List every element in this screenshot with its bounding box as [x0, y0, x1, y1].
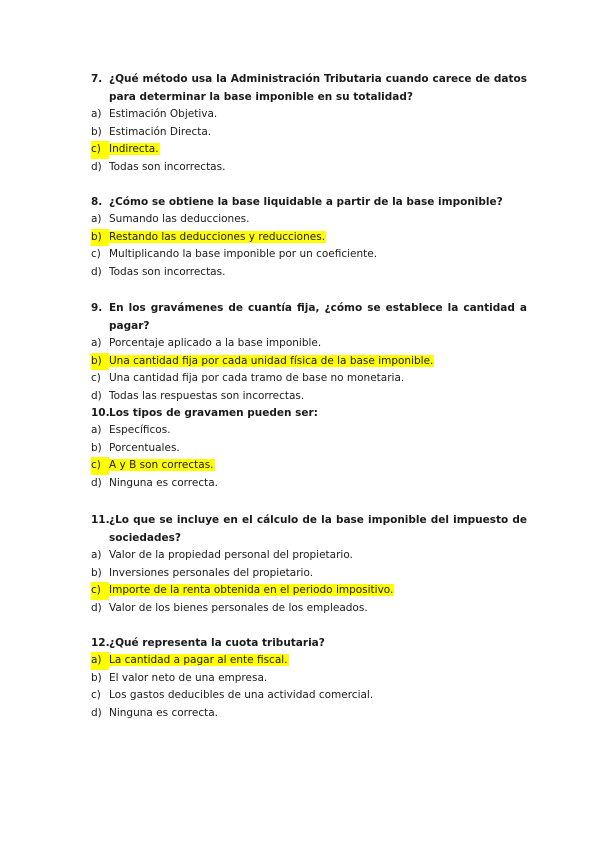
- option-text: El valor neto de una empresa.: [109, 671, 268, 684]
- question-11: [91, 511, 527, 617]
- option-text: Específicos.: [109, 424, 171, 436]
- option-a: [91, 422, 527, 440]
- question-heading: [91, 404, 527, 422]
- option-text: Todas las respuestas son incorrectas.: [109, 389, 305, 402]
- option-letter: c): [91, 372, 101, 385]
- option-b: [91, 565, 527, 583]
- option-letter: b): [91, 125, 102, 138]
- question-text: ¿Qué representa la cuota tributaria?: [109, 637, 325, 649]
- option-c-highlighted: [91, 582, 527, 600]
- option-text: Ninguna es correcta.: [109, 706, 218, 719]
- question-number: 7.: [91, 73, 103, 85]
- option-letter: a): [91, 652, 109, 670]
- option-letter: d): [91, 601, 102, 614]
- option-b: [91, 440, 527, 458]
- option-c: [91, 246, 527, 264]
- option-text: Sumando las deducciones.: [109, 213, 250, 225]
- option-c: [91, 370, 527, 388]
- option-text: Ninguna es correcta.: [109, 476, 218, 489]
- option-letter: c): [91, 141, 109, 159]
- option-text: Inversiones personales del propietario.: [109, 566, 314, 579]
- option-text: Los gastos deducibles de una actividad comercial.: [109, 689, 374, 702]
- option-text: Multiplicando la base imponible por un coeficiente.: [109, 248, 378, 261]
- question-9: [91, 299, 527, 405]
- option-a: [91, 106, 527, 124]
- question-text: ¿Cómo se obtiene la base liquidable a partir de la base imponible?: [109, 196, 503, 208]
- option-letter: c): [91, 582, 109, 600]
- option-letter: b): [91, 566, 102, 579]
- option-d: [91, 705, 527, 723]
- option-text: Una cantidad fija por cada tramo de base no monetaria.: [109, 372, 405, 385]
- option-text: Indirecta.: [109, 143, 159, 156]
- option-letter: c): [91, 689, 101, 702]
- option-letter: d): [91, 265, 102, 278]
- question-number: 8.: [91, 196, 103, 208]
- option-d: [91, 264, 527, 282]
- question-8: [91, 193, 527, 281]
- question-10: [91, 404, 527, 492]
- question-text: ¿Lo que se incluye en el cálculo de la base imponible del impuesto de sociedades?: [109, 514, 527, 544]
- option-letter: b): [91, 229, 109, 247]
- option-letter: d): [91, 160, 102, 173]
- question-12: [91, 634, 527, 722]
- option-letter: a): [91, 213, 102, 225]
- option-d: [91, 159, 527, 177]
- question-7: [91, 70, 527, 176]
- option-text: Restando las deducciones y reducciones.: [109, 230, 326, 243]
- option-a: [91, 547, 527, 565]
- option-letter: a): [91, 337, 102, 349]
- option-text: Valor de los bienes personales de los empleados.: [109, 601, 368, 614]
- question-number: 11.: [91, 514, 110, 526]
- option-letter: a): [91, 108, 102, 120]
- question-number: 10.: [91, 407, 110, 419]
- question-text: Los tipos de gravamen pueden ser:: [109, 407, 318, 419]
- option-b: [91, 124, 527, 142]
- question-number: 9.: [91, 302, 103, 314]
- option-text: Porcentuales.: [109, 441, 180, 454]
- option-a-highlighted: [91, 652, 527, 670]
- option-text: Estimación Directa.: [109, 125, 212, 138]
- option-letter: b): [91, 353, 109, 371]
- question-heading: [91, 511, 527, 547]
- option-a: [91, 335, 527, 353]
- option-letter: b): [91, 441, 102, 454]
- option-text: Una cantidad fija por cada unidad física de la base imponible.: [109, 354, 434, 367]
- option-letter: d): [91, 706, 102, 719]
- option-text: Estimación Objetiva.: [109, 108, 218, 120]
- option-b-highlighted: [91, 353, 527, 371]
- option-letter: c): [91, 248, 101, 261]
- option-text: Importe de la renta obtenida en el periodo impositivo.: [109, 584, 394, 597]
- option-c-highlighted: [91, 457, 527, 475]
- question-heading: [91, 299, 527, 335]
- option-a: [91, 211, 527, 229]
- option-text: Todas son incorrectas.: [109, 160, 226, 173]
- option-d: [91, 600, 527, 618]
- question-heading: [91, 70, 527, 106]
- option-c: [91, 687, 527, 705]
- question-text: En los gravámenes de cuantía fija, ¿cómo se establece la cantidad a pagar?: [109, 302, 527, 332]
- option-b-highlighted: [91, 229, 527, 247]
- option-letter: a): [91, 549, 102, 561]
- option-b: [91, 670, 527, 688]
- option-d: [91, 388, 527, 406]
- option-text: La cantidad a pagar al ente fiscal.: [109, 654, 288, 666]
- option-text: Valor de la propiedad personal del propietario.: [109, 549, 353, 561]
- question-number: 12.: [91, 637, 110, 649]
- option-letter: d): [91, 476, 102, 489]
- option-c-highlighted: [91, 141, 527, 159]
- question-heading: [91, 193, 527, 211]
- question-heading: [91, 634, 527, 652]
- option-letter: c): [91, 457, 109, 475]
- question-text: ¿Qué método usa la Administración Tributaria cuando carece de datos para determinar la base imponible en su totalidad?: [109, 73, 527, 103]
- option-text: Porcentaje aplicado a la base imponible.: [109, 337, 322, 349]
- option-text: A y B son correctas.: [109, 459, 214, 472]
- option-letter: b): [91, 671, 102, 684]
- option-letter: a): [91, 424, 102, 436]
- option-d: [91, 475, 527, 493]
- option-text: Todas son incorrectas.: [109, 265, 226, 278]
- option-letter: d): [91, 389, 102, 402]
